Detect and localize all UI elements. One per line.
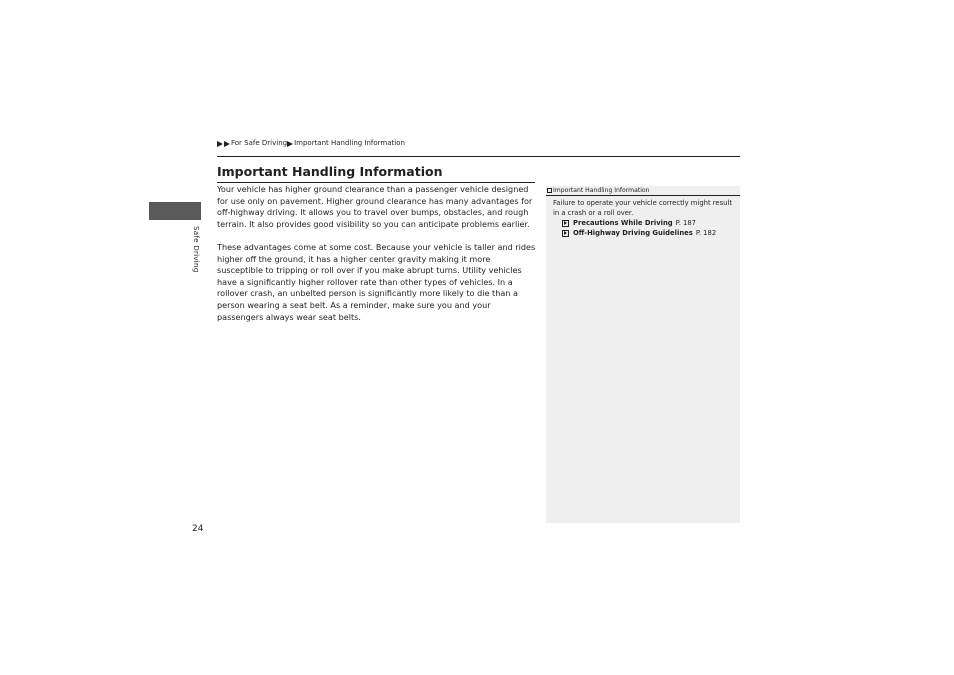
breadcrumb-arrow-icon [287, 141, 293, 147]
cross-reference-link[interactable] [553, 228, 737, 238]
breadcrumb-item-for-safe-driving[interactable]: For Safe Driving [231, 139, 288, 147]
cross-reference-page: P. 187 [675, 219, 697, 227]
body-paragraph: Your vehicle has higher ground clearance than a passenger vehicle designed for use only on pavement. Higher ground clearance has many advantages for off-highway driving. It allows you to travel over bumps, obstacles, and rough terrain. It also provides good visibility so you can anticipate problems earlier. [217, 184, 533, 229]
cross-reference-page: P. 182 [695, 229, 717, 237]
breadcrumb-arrow-icon [217, 141, 223, 147]
cross-reference-arrow-icon [562, 220, 569, 227]
section-body [217, 184, 537, 335]
body-paragraph: These advantages come at some cost. Because your vehicle is taller and rides higher off the ground, it has a higher center gravity making it more susceptible to tripping or roll over if you make abrupt turns. Utility vehicles have a significantly higher rollover rate than other types of vehicles. In a rollover crash, an unbelted person is significantly more likely to die than a person wearing a seat belt. As a reminder, make sure you and your passengers always wear seat belts. [217, 241, 536, 322]
chapter-tab-label: Safe Driving [192, 226, 201, 273]
page-number: 24 [192, 524, 204, 534]
section-title: Important Handling Information [217, 164, 443, 179]
sidebar-divider [546, 195, 740, 196]
chapter-tab[interactable] [149, 202, 201, 220]
cross-reference-title: Precautions While Driving [573, 219, 673, 227]
cross-reference-title: Off-Highway Driving Guidelines [573, 229, 693, 237]
section-title-divider [217, 182, 535, 183]
breadcrumb-item-current: Important Handling Information [294, 139, 405, 147]
header-divider [217, 156, 740, 157]
sidebar-heading-text: Important Handling Information [553, 187, 650, 194]
breadcrumb-arrow-icon [224, 141, 230, 147]
sidebar-heading [547, 186, 739, 195]
sidebar-note: Failure to operate your vehicle correctly might result in a crash or a roll over. [553, 199, 732, 217]
breadcrumb [217, 139, 405, 148]
note-icon [547, 188, 552, 193]
cross-reference-arrow-icon [562, 230, 569, 237]
sidebar-body [553, 198, 737, 238]
cross-reference-link[interactable] [553, 218, 737, 228]
